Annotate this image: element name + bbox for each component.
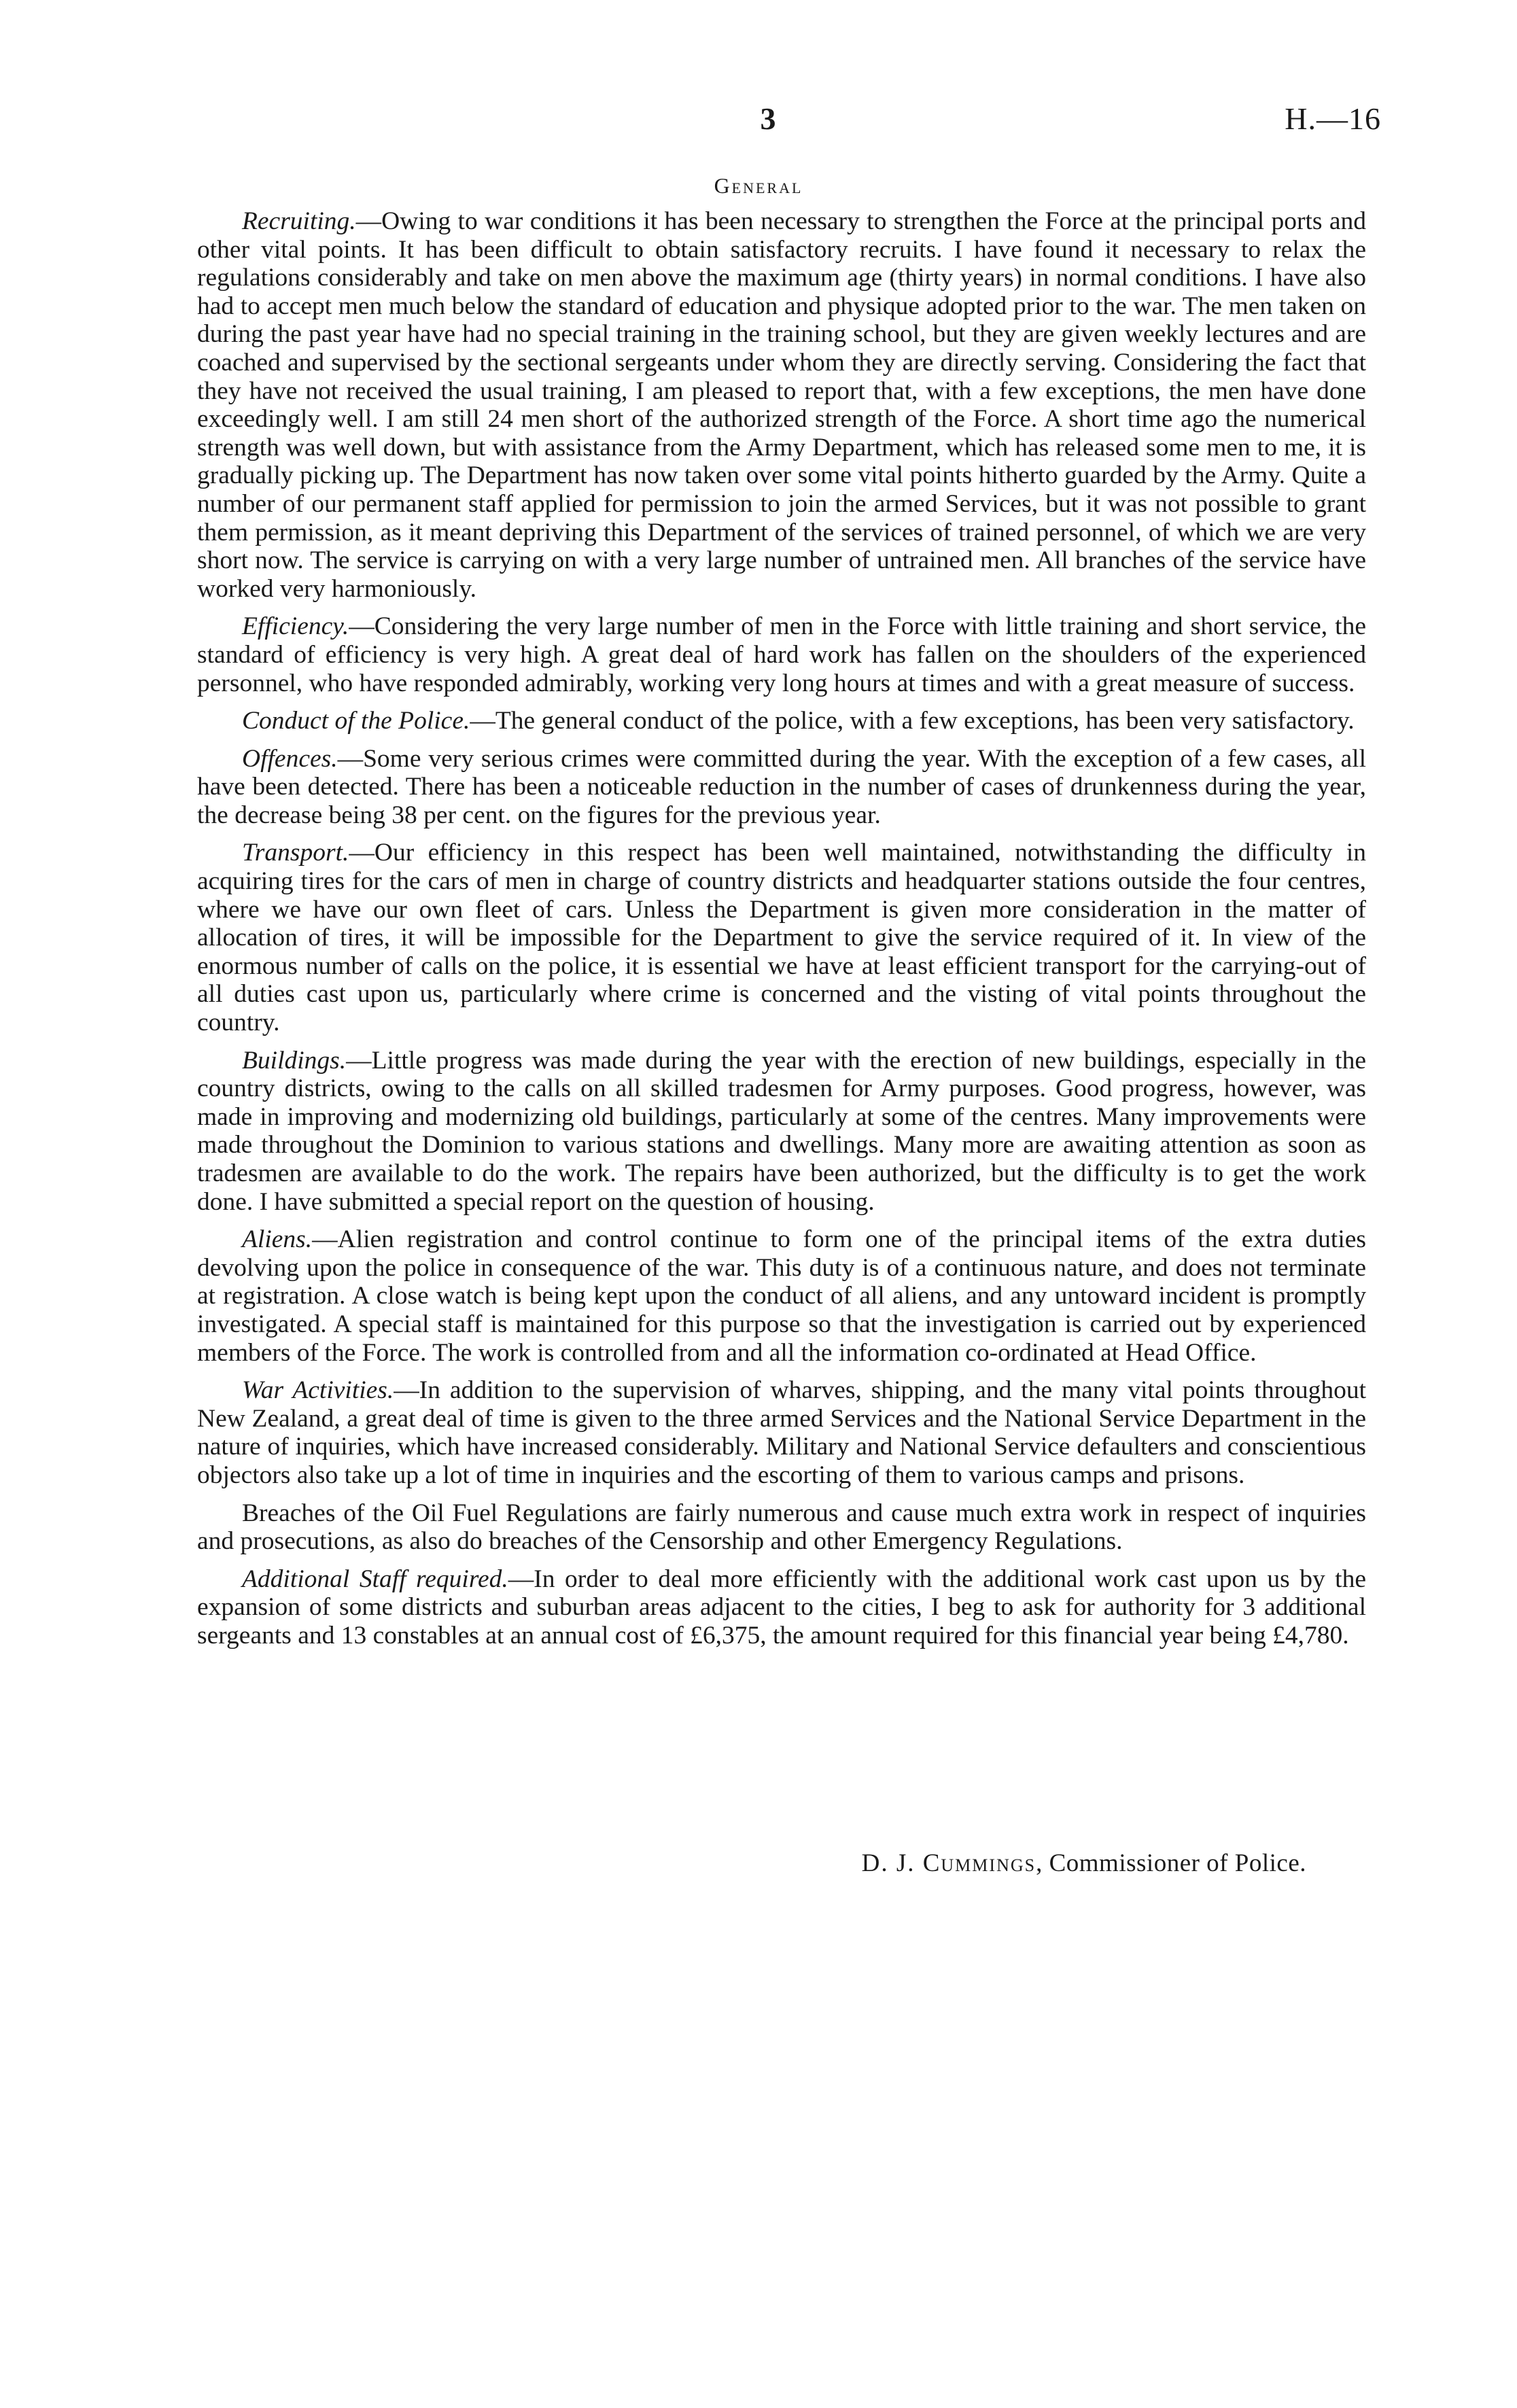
paragraph-heading: Recruiting. <box>242 207 356 235</box>
paragraph-text: Breaches of the Oil Fuel Regulations are fairly numerous and cause much extra work in respect of inquiries and prosecutions, as also do breaches of the Censorship and other Emergency Regulations. <box>197 1499 1366 1556</box>
signatory-title: Commissioner of Police. <box>1049 1849 1306 1877</box>
document-reference: H.—16 <box>1285 101 1381 136</box>
section-title: General <box>714 173 803 198</box>
report-body <box>197 207 1366 1660</box>
paragraph-heading: Additional Staff required. <box>242 1565 508 1593</box>
paragraph-text: —Considering the very large number of men in the Force with little training and short service, the standard of efficiency is very high. A great deal of hard work has fallen on the shoulders of the experienced personnel, who have responded admirably, working very long hours at times and with a great measure of success. <box>197 612 1366 697</box>
paragraph-text: —In addition to the supervision of wharves, shipping, and the many vital points throughout New Zealand, a great deal of time is given to the three armed Services and the National Service Department in the nature of inquiries, which have increased considerably. Military and National Service defaulters and conscientious objectors also take up a lot of time in inquiries and the escorting of them to various camps and prisons. <box>197 1376 1366 1489</box>
paragraph-recruiting <box>197 207 1366 603</box>
paragraph-heading: Aliens. <box>242 1225 313 1254</box>
paragraph-additional-staff <box>197 1565 1366 1650</box>
paragraph-heading: Conduct of the Police. <box>242 707 470 735</box>
signatory-name: D. J. Cummings <box>861 1849 1036 1877</box>
paragraph-text: —Some very serious crimes were committed during the year. With the exception of a few cases, all have been detected. There has been a noticeable reduction in the number of cases of drunkenness during the year, the decrease being 38 per cent. on the figures for the previous year. <box>197 744 1366 829</box>
page-number: 3 <box>760 101 776 136</box>
signature-block: D. J. Cummings, Commissioner of Police. <box>861 1849 1306 1877</box>
paragraph-oil-fuel <box>197 1499 1366 1556</box>
paragraph-efficiency <box>197 612 1366 697</box>
paragraph-conduct <box>197 707 1366 735</box>
paragraph-buildings <box>197 1047 1366 1217</box>
paragraph-text: —Owing to war conditions it has been necessary to strengthen the Force at the principal ports and other vital points. It has been difficult to obtain satisfactory recruits. I have found it necessary to relax the regulations considerably and take on men above the maximum age (thirty years) in normal conditions. I have also had to accept men much below the standard of education and physique adopted prior to the war. The men taken on during the past year have had no special training in the training school, but they are given weekly lectures and are coached and supervised by the sectional sergeants under whom they are directly serving. Considering the fact that they have not received the usual training, I am pleased to report that, with a few exceptions, the men have done exceedingly well. I am still 24 men short of the authorized strength of the Force. A short time ago the numerical strength was well down, but with assistance from the Army Department, which has released some men to me, it is gradually picking up. The Department has now taken over some vital points hitherto guarded by the Army. Quite a number of our permanent staff applied for permission to join the armed Services, but it was not possible to grant them permission, as it meant depriving this Department of the services of trained personnel, of which we are very short now. The service is carrying on with a very large number of untrained men. All branches of the service have worked very harmoniously. <box>197 207 1366 603</box>
paragraph-heading: Offences. <box>242 744 338 773</box>
paragraph-aliens <box>197 1225 1366 1367</box>
paragraph-war-activities <box>197 1376 1366 1489</box>
paragraph-text: —Alien registration and control continue to form one of the principal items of the extra duties devolving upon the police in consequence of the war. This duty is of a continuous nature, and does not terminate at registration. A close watch is being kept upon the conduct of all aliens, and any untoward incident is promptly investigated. A special staff is maintained for this purpose so that the investigation is carried out by experienced members of the Force. The work is controlled from and all the information co-ordinated at Head Office. <box>197 1225 1366 1367</box>
paragraph-text: —Little progress was made during the year with the erection of new buildings, especially in the country districts, owing to the calls on all skilled tradesmen for Army purposes. Good progress, however, was made in improving and modernizing old buildings, particularly at some of the centres. Many improvements were made throughout the Dominion to various stations and dwellings. Many more are awaiting attention as soon as tradesmen are available to do the work. The repairs have been authorized, but the difficulty is to get the work done. I have submitted a special report on the question of housing. <box>197 1046 1366 1216</box>
page-header <box>0 101 1517 148</box>
paragraph-heading: Buildings. <box>242 1046 347 1075</box>
paragraph-heading: Efficiency. <box>242 612 349 641</box>
paragraph-text: —In order to deal more efficiently with the additional work cast upon us by the expansion of some districts and suburban areas adjacent to the cities, I beg to ask for authority for 3 additional sergeants and 13 constables at an annual cost of £6,375, the amount required for this financial year being £4,780. <box>197 1565 1366 1650</box>
paragraph-transport <box>197 839 1366 1036</box>
paragraph-text: —Our efficiency in this respect has been well maintained, notwithstanding the difficulty in acquiring tires for the cars of men in charge of country districts and headquarter stations outside the four centres, where we have our own fleet of cars. Unless the Department is given more consideration in the matter of allocation of tires, it will be impossible for the Department to give the service required of it. In view of the enormous number of calls on the police, it is essential we have at least efficient transport for the carrying-out of all duties cast upon us, particularly where crime is concerned and the visting of vital points throughout the country. <box>197 839 1366 1037</box>
paragraph-heading: Transport. <box>242 839 349 867</box>
paragraph-heading: War Activities. <box>242 1376 394 1405</box>
paragraph-text: —The general conduct of the police, with a few exceptions, has been very satisfactory. <box>470 707 1355 735</box>
paragraph-offences <box>197 745 1366 830</box>
